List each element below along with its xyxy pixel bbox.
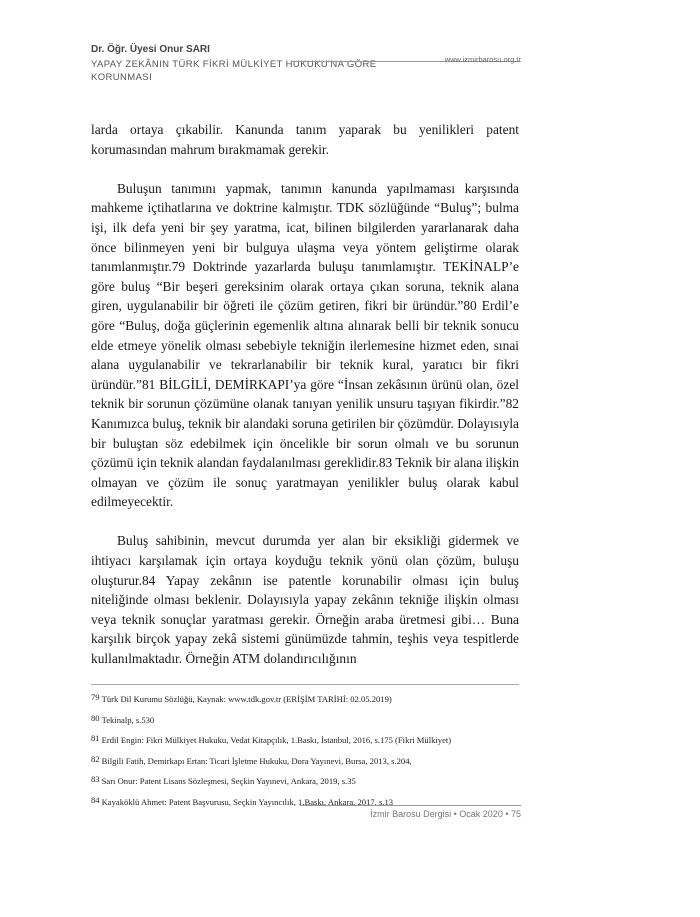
header-website: www.izmirbarosu.org.tr xyxy=(444,55,521,64)
footnote-text: Tekinalp, s.530 xyxy=(101,714,155,725)
running-footer xyxy=(300,805,521,819)
footnote-text: Erdil Engin: Fikri Mülkiyet Hukuku, Vedat Kitapçılık, 1.Baskı, İstanbul, 2016, s.175 (Fikri Mülkiyet) xyxy=(101,735,452,745)
footnote-text: Kayaköklü Ahmet: Patent Başvurusu, Seçkin Yayıncılık, 1.Baskı, Ankara, 2017, s.13 xyxy=(101,796,394,807)
paragraph-continued: larda ortaya çıkabilir. Kanunda tanım yaparak bu yenilikleri patent korumasından mahrum bırakmamak gerekir. xyxy=(91,122,519,157)
footnote xyxy=(91,688,519,709)
footnote-number: 82 xyxy=(91,753,100,764)
running-header xyxy=(91,44,521,84)
footnote-rule xyxy=(91,684,519,685)
footer-journal-page: İzmir Barosu Dergisi • Ocak 2020 • 75 xyxy=(370,809,521,819)
footnote-number: 84 xyxy=(91,794,100,805)
footnotes xyxy=(91,688,519,811)
footnote-text: Bilgili Fatih, Demirkapı Ertan: Ticari İşletme Hukuku, Dora Yayınevi, Bursa, 2013, s.204, xyxy=(101,755,412,766)
footnote-text: Sarı Onur: Patent Lisans Sözleşmesi, Seçkin Yayınevi, Ankara, 2019, s.35 xyxy=(101,776,356,786)
footnote-number: 81 xyxy=(91,733,100,743)
footnote xyxy=(91,729,519,750)
footer-rule xyxy=(300,805,521,806)
footnote-number: 83 xyxy=(91,774,100,784)
footnote-number: 79 xyxy=(91,692,100,702)
paragraph-ai-patent: Buluş sahibinin, mevcut durumda yer alan bir eksikliği gidermek ve ihtiyacı karşılamak için ortaya koyduğu teknik yönü olan çözüm, buluşu oluşturur.84 Yapay zekânın ise patentle korunabilir olması için buluş niteliğinde olması beklenir. Dolayısıyla yapay zekânın tekniğe ilişkin olması veya teknik sonuçlar yaratması gerekir. Örneğin araba üretmesi gibi… Buna karşılık birçok yapay zekâ sistemi günümüzde tahmin, teşhis veya tespitlerde kullanılmaktadır. Örneğin ATM dolandırıcılığının xyxy=(91,533,519,667)
header-author: Dr. Öğr. Üyesi Onur SARI xyxy=(91,44,210,55)
header-title: YAPAY ZEKÂNIN TÜRK FİKRİ MÜLKİYET HUKUKU'NA GÖRE KORUNMASI xyxy=(91,59,377,83)
footnote xyxy=(91,750,519,771)
footnote xyxy=(91,709,519,730)
body-text xyxy=(91,120,519,688)
footnote xyxy=(91,770,519,791)
footnote-number: 80 xyxy=(91,712,100,723)
paragraph-invention-definition: Buluşun tanımını yapmak, tanımın kanunda yapılmaması karşısında mahkeme içtihatlarına ve doktrine kalmıştır. TDK sözlüğünde “Buluş”; bulma işi, ilk defa yeni bir şey yaratma, icat, bilinen bilgilerden yararlanarak daha önce bilinmeyen yeni bir bulguya ulaşma veya yöntem geliştirme olarak tanımlanmıştır.79 Doktrinde yazarlarda buluşu tanımlamıştır. TEKİNALP’e göre buluş “Bir beşeri gereksinim olarak ortaya çıkan soruna, teknik alana giren, uygulanabilir bir öğreti ile çözüm getiren, fikri bir üründür.”80 Erdil’e göre “Buluş, doğa güçlerinin egemenlik altına alınarak belli bir teknik sonucu elde etmeye yönelik olması sebebiyle tekniğin ilerlemesine hizmet eden, sınai alana uygulanabilir ve tekrarlanabilir bir teknik kural, yaratıcı bir fikri üründür.”81 BİLGİLİ, DEMİRKAPI’ya göre “İnsan zekâsının ürünü olan, özel teknik bir sorunun çözümüne olanak tanıyan yenilik unsuru taşıyan fikirdir.”82 Kanımızca buluş, teknik bir alandaki soruna getirilen bir çözümdür. Dolayısıyla bir buluştan söz edebilmek için öncelikle bir sorun olmalı ve bu sorunun çözümü için teknik alandan faydalanılması gereklidir.83 Teknik bir alana ilişkin olmayan ve çözüm ile sonuç yaratmayan yenilikler buluş olarak kabul edilmeyecektir. xyxy=(91,180,519,510)
footnote-text: Türk Dil Kurumu Sözlüğü, Kaynak: www.tdk.gov.tr (ERİŞİM TARİHİ: 02.05.2019) xyxy=(101,694,392,704)
